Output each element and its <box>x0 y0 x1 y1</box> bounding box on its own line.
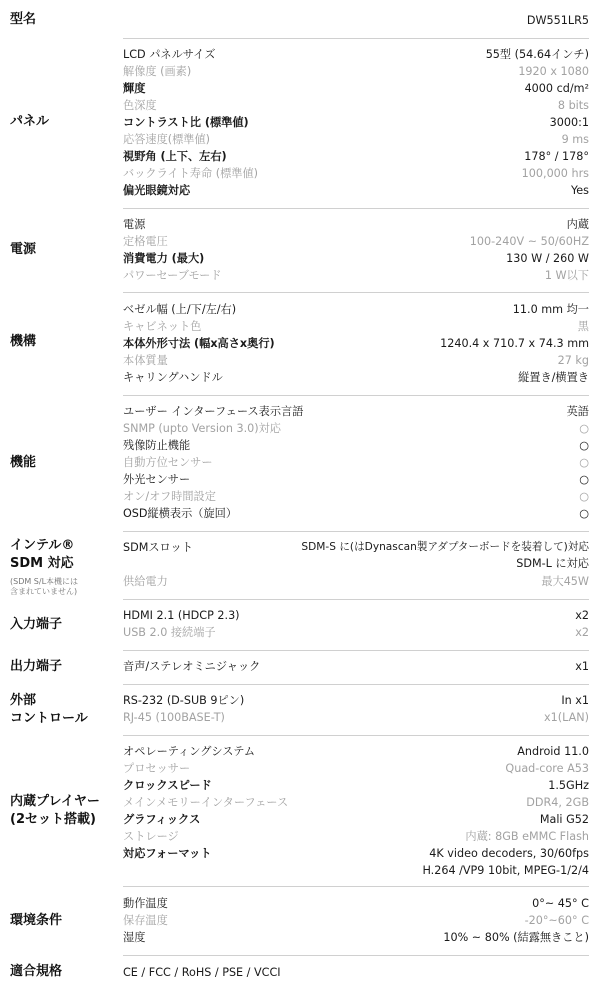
player-title-line2: (2セット搭載) <box>10 812 96 827</box>
panel-row <box>123 46 589 63</box>
spec-value: 最大45W <box>541 575 589 588</box>
panel-row <box>123 80 589 97</box>
player-format-row <box>123 845 589 862</box>
sdm-title-line2: SDM 対応 <box>10 556 74 571</box>
spec-label: 解像度 (画素) <box>123 65 192 78</box>
panel-row <box>123 148 589 165</box>
sdm-slot-row <box>123 539 589 556</box>
spec-value: 178° / 178° <box>524 150 589 163</box>
sdm-note-line2: 含まれていません) <box>10 587 78 596</box>
circle-mark-icon: ○ <box>579 439 589 452</box>
player-row <box>123 828 589 845</box>
player-format-row-cont <box>123 862 589 879</box>
spec-value: 英語 <box>566 405 589 418</box>
power-row <box>123 267 589 284</box>
power-row <box>123 216 589 233</box>
spec-value: 11.0 mm 均一 <box>512 303 589 316</box>
spec-label: オペレーティングシステム <box>123 745 256 758</box>
spec-value: SDM-L に対応 <box>516 557 589 570</box>
sdm-supply-row <box>123 573 589 590</box>
divider <box>123 599 589 600</box>
player-title <box>10 793 122 829</box>
power-row <box>123 250 589 267</box>
spec-label: ユーザー インターフェース表示言語 <box>123 405 304 418</box>
spec-value: 内蔵: 8GB eMMC Flash <box>465 830 589 843</box>
spec-value: 内蔵 <box>566 218 589 231</box>
environment-row <box>123 895 589 912</box>
feature-row <box>123 420 589 437</box>
spec-label: USB 2.0 接続端子 <box>123 626 216 639</box>
spec-value: 10% ~ 80% (結露無きこと) <box>443 931 589 944</box>
player-title-line1: 内蔵プレイヤー <box>10 794 100 809</box>
spec-value: 黒 <box>577 320 589 333</box>
divider <box>123 650 589 651</box>
spec-value: x2 <box>575 626 589 639</box>
spec-label: RS-232 (D-SUB 9ピン) <box>123 694 245 707</box>
spec-value: 3000:1 <box>549 116 589 129</box>
power-title: 電源 <box>10 242 37 257</box>
divider <box>123 38 589 39</box>
player-row <box>123 811 589 828</box>
inputs-title: 入力端子 <box>10 617 63 632</box>
sdm-note-line1: (SDM S/L本機には <box>10 577 79 586</box>
features-title: 機能 <box>10 455 37 470</box>
mechanism-title: 機構 <box>10 334 37 349</box>
compliance-row <box>123 964 589 981</box>
spec-label: 湿度 <box>123 931 146 944</box>
spec-value: 100-240V ~ 50/60HZ <box>469 235 589 248</box>
player-row <box>123 794 589 811</box>
circle-mark-icon: ○ <box>579 456 589 469</box>
circle-mark-icon: ○ <box>579 490 589 503</box>
mechanism-row <box>123 318 589 335</box>
spec-label: プロセッサー <box>123 762 191 775</box>
divider <box>123 955 589 956</box>
spec-value: DDR4, 2GB <box>526 796 589 809</box>
circle-mark-icon: ○ <box>579 507 589 520</box>
spec-label: ストレージ <box>123 830 179 843</box>
divider <box>123 684 589 685</box>
control-row <box>123 692 589 709</box>
panel-row <box>123 114 589 131</box>
compliance-title: 適合規格 <box>10 964 63 979</box>
divider <box>123 886 589 887</box>
spec-label: 動作温度 <box>123 897 168 910</box>
spec-value: 1920 x 1080 <box>518 65 589 78</box>
spec-label: 音声/ステレオミニジャック <box>123 660 261 673</box>
spec-label: 自動方位センサー <box>123 456 213 469</box>
spec-label: 保存温度 <box>123 914 168 927</box>
spec-label: 応答速度(標準値) <box>123 133 211 146</box>
spec-label: 輝度 <box>123 82 146 95</box>
spec-value: 4K video decoders, 30/60fps <box>429 847 589 860</box>
spec-value: -20°~60° C <box>524 914 589 927</box>
spec-value: Android 11.0 <box>517 745 589 758</box>
spec-label: グラフィックス <box>123 813 201 826</box>
control-title-line1: 外部 <box>10 693 37 708</box>
outputs-title: 出力端子 <box>10 659 63 674</box>
mechanism-row <box>123 335 589 352</box>
panel-row <box>123 97 589 114</box>
spec-label: 視野角 (上下、左右) <box>123 150 227 163</box>
spec-value: 9 ms <box>561 133 589 146</box>
spec-label: OSD縦横表示（旋回） <box>123 507 238 520</box>
spec-value: 4000 cd/m² <box>524 82 589 95</box>
spec-label: キャビネット色 <box>123 320 202 333</box>
spec-value: Quad-core A53 <box>505 762 589 775</box>
spec-label: 供給電力 <box>123 575 168 588</box>
spec-label: 残像防止機能 <box>123 439 191 452</box>
spec-label: バックライト寿命 (標準値) <box>123 167 259 180</box>
compliance-value: CE / FCC / RoHS / PSE / VCCI <box>123 966 281 979</box>
output-row <box>123 658 589 675</box>
spec-value: x1 <box>575 660 589 673</box>
divider <box>123 531 589 532</box>
panel-row <box>123 131 589 148</box>
feature-row <box>123 454 589 471</box>
spec-value: SDM-S に(はDynascan製アダプターボードを装着して)対応 <box>301 541 589 553</box>
spec-label: オン/オフ時間設定 <box>123 490 216 503</box>
spec-value: 8 bits <box>557 99 589 112</box>
spec-label: SNMP (upto Version 3.0)対応 <box>123 422 281 435</box>
spec-value: Yes <box>570 184 589 197</box>
feature-row <box>123 437 589 454</box>
spec-label: 対応フォーマット <box>123 847 212 860</box>
panel-row <box>123 63 589 80</box>
spec-label: コントラスト比 (標準値) <box>123 116 249 129</box>
input-row <box>123 624 589 641</box>
control-row <box>123 709 589 726</box>
model-label: 型名 <box>10 12 37 27</box>
spec-label: ベゼル幅 (上/下/左/右) <box>123 303 237 316</box>
spec-value: 0°~ 45° C <box>532 897 589 910</box>
sdm-title <box>10 537 122 597</box>
divider <box>123 292 589 293</box>
control-title-line2: コントロール <box>10 711 88 726</box>
feature-row <box>123 403 589 420</box>
spec-label: 本体質量 <box>123 354 168 367</box>
spec-label: メインメモリーインターフェース <box>123 796 289 809</box>
spec-label: 電源 <box>123 218 146 231</box>
spec-label: キャリングハンドル <box>123 371 223 384</box>
mechanism-row <box>123 352 589 369</box>
spec-label: 本体外形寸法 (幅x高さx奥行) <box>123 337 275 350</box>
environment-row <box>123 929 589 946</box>
spec-value: 100,000 hrs <box>521 167 589 180</box>
player-row <box>123 760 589 777</box>
player-row <box>123 743 589 760</box>
spec-value: 130 W / 260 W <box>506 252 589 265</box>
spec-label: 偏光眼鏡対応 <box>123 184 191 197</box>
spec-label: 定格電圧 <box>123 235 168 248</box>
model-value: DW551LR5 <box>526 14 589 27</box>
model-row <box>123 12 589 29</box>
divider <box>123 395 589 396</box>
power-row <box>123 233 589 250</box>
spec-value: 55型 (54.64インチ) <box>485 48 589 61</box>
circle-mark-icon: ○ <box>579 473 589 486</box>
panel-row <box>123 182 589 199</box>
feature-row <box>123 488 589 505</box>
spec-value: 27 kg <box>557 354 589 367</box>
spec-value: 1.5GHz <box>548 779 589 792</box>
spec-label: LCD パネルサイズ <box>123 48 216 61</box>
divider <box>123 735 589 736</box>
spec-label: クロックスピード <box>123 779 212 792</box>
spec-value: x1(LAN) <box>544 711 589 724</box>
panel-title: パネル <box>10 114 50 129</box>
spec-value: 1240.4 x 710.7 x 74.3 mm <box>440 337 589 350</box>
sdm-slot-row-cont <box>123 555 589 572</box>
feature-row <box>123 471 589 488</box>
environment-row <box>123 912 589 929</box>
mechanism-row <box>123 369 589 386</box>
spec-value: H.264 /VP9 10bit, MPEG-1/2/4 <box>422 864 589 877</box>
sdm-title-line1: インテル® <box>10 538 75 553</box>
spec-label: RJ-45 (100BASE-T) <box>123 711 225 724</box>
control-title <box>10 692 122 728</box>
environment-title: 環境条件 <box>10 913 63 928</box>
spec-value: 1 W以下 <box>544 269 589 282</box>
panel-row <box>123 165 589 182</box>
mechanism-row <box>123 301 589 318</box>
spec-label: 色深度 <box>123 99 157 112</box>
circle-mark-icon: ○ <box>579 422 589 435</box>
spec-value: Mali G52 <box>539 813 589 826</box>
spec-label: HDMI 2.1 (HDCP 2.3) <box>123 609 240 622</box>
input-row <box>123 607 589 624</box>
sdm-note <box>10 577 122 597</box>
player-row <box>123 777 589 794</box>
spec-value: 縦置き/横置き <box>518 371 589 384</box>
spec-label: パワーセーブモード <box>123 269 222 282</box>
spec-label: 外光センサー <box>123 473 191 486</box>
divider <box>123 208 589 209</box>
spec-label: 消費電力 (最大) <box>123 252 205 265</box>
spec-value: x2 <box>575 609 589 622</box>
feature-row <box>123 505 589 522</box>
spec-label: SDMスロット <box>123 541 193 554</box>
spec-value: In x1 <box>561 694 589 707</box>
